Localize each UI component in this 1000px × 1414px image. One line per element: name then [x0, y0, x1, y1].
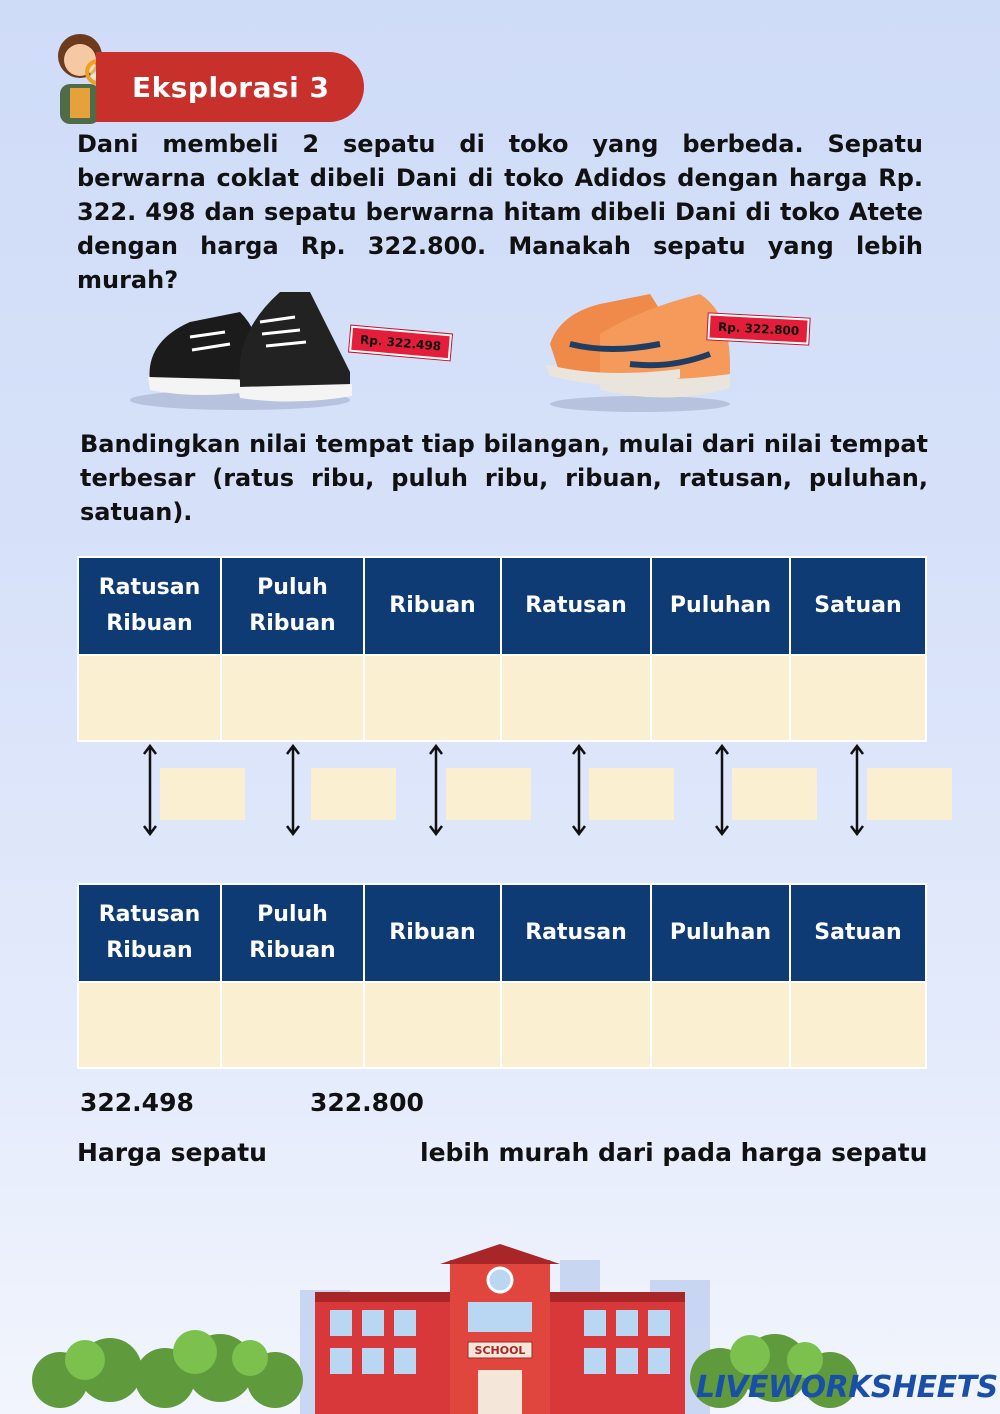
- answer-cell[interactable]: [364, 655, 501, 741]
- section-title: Eksplorasi 3: [132, 70, 330, 104]
- header-satuan: Satuan: [790, 884, 926, 982]
- comparison-box[interactable]: [589, 768, 674, 820]
- price-tag-black-shoes: Rp. 322.498: [349, 326, 452, 361]
- liveworksheets-logo: LIVEWORKSHEETS: [696, 1370, 998, 1405]
- comparison-box[interactable]: [160, 768, 245, 820]
- comparison-box[interactable]: [732, 768, 817, 820]
- price-tag-orange-shoes: Rp. 322.800: [707, 313, 809, 344]
- conclusion-part-1: Harga sepatu: [77, 1138, 267, 1167]
- answer-cell[interactable]: [221, 655, 364, 741]
- double-arrow-icon: [572, 744, 586, 836]
- double-arrow-icon: [429, 744, 443, 836]
- comparison-box[interactable]: [311, 768, 396, 820]
- header-ribuan: Ribuan: [364, 557, 501, 655]
- double-arrow-icon: [143, 744, 157, 836]
- answer-cell[interactable]: [221, 982, 364, 1068]
- double-arrow-icon: [286, 744, 300, 836]
- header-ribuan: Ribuan: [364, 884, 501, 982]
- header-ratusan-ribuan: Ratusan Ribuan: [78, 557, 221, 655]
- header-puluh-ribuan: Puluh Ribuan: [221, 884, 364, 982]
- answer-cell[interactable]: [78, 982, 221, 1068]
- black-shoes-image: [110, 272, 360, 412]
- comparison-box[interactable]: [446, 768, 531, 820]
- conclusion-part-2: lebih murah dari pada harga sepatu: [420, 1138, 928, 1167]
- instruction-text: Bandingkan nilai tempat tiap bilangan, mulai dari nilai tempat terbesar (ratus ribu, puluh ribu, ribuan, ratusan, puluhan, satuan).: [80, 430, 928, 526]
- place-value-table-first: [77, 556, 927, 742]
- number-second: 322.800: [310, 1088, 424, 1117]
- orange-shoes-image: [540, 274, 740, 414]
- section-title-banner: [96, 52, 364, 122]
- comparison-box[interactable]: [867, 768, 952, 820]
- answer-cell[interactable]: [790, 982, 926, 1068]
- school-sign-text: SCHOOL: [474, 1344, 526, 1357]
- answer-cell[interactable]: [651, 655, 790, 741]
- header-ratusan: Ratusan: [501, 884, 651, 982]
- header-puluhan: Puluhan: [651, 884, 790, 982]
- answer-cell[interactable]: [790, 655, 926, 741]
- answer-cell[interactable]: [78, 655, 221, 741]
- header-ratusan: Ratusan: [501, 557, 651, 655]
- answer-cell[interactable]: [364, 982, 501, 1068]
- header-satuan: Satuan: [790, 557, 926, 655]
- header-puluhan: Puluhan: [651, 557, 790, 655]
- header-puluh-ribuan: Puluh Ribuan: [221, 557, 364, 655]
- header-ratusan-ribuan: Ratusan Ribuan: [78, 884, 221, 982]
- problem-text: Dani membeli 2 sepatu di toko yang berbeda. Sepatu berwarna coklat dibeli Dani di toko Adidos dengan harga Rp. 322. 498 dan sepatu berwarna hitam dibeli Dani di toko Atete dengan harga Rp. 322.800. Manakah sepatu yang lebih murah?: [77, 130, 923, 294]
- place-value-table-second: [77, 883, 927, 1069]
- double-arrow-icon: [715, 744, 729, 836]
- number-first: 322.498: [80, 1088, 194, 1117]
- answer-cell[interactable]: [501, 655, 651, 741]
- answer-cell[interactable]: [501, 982, 651, 1068]
- double-arrow-icon: [850, 744, 864, 836]
- answer-cell[interactable]: [651, 982, 790, 1068]
